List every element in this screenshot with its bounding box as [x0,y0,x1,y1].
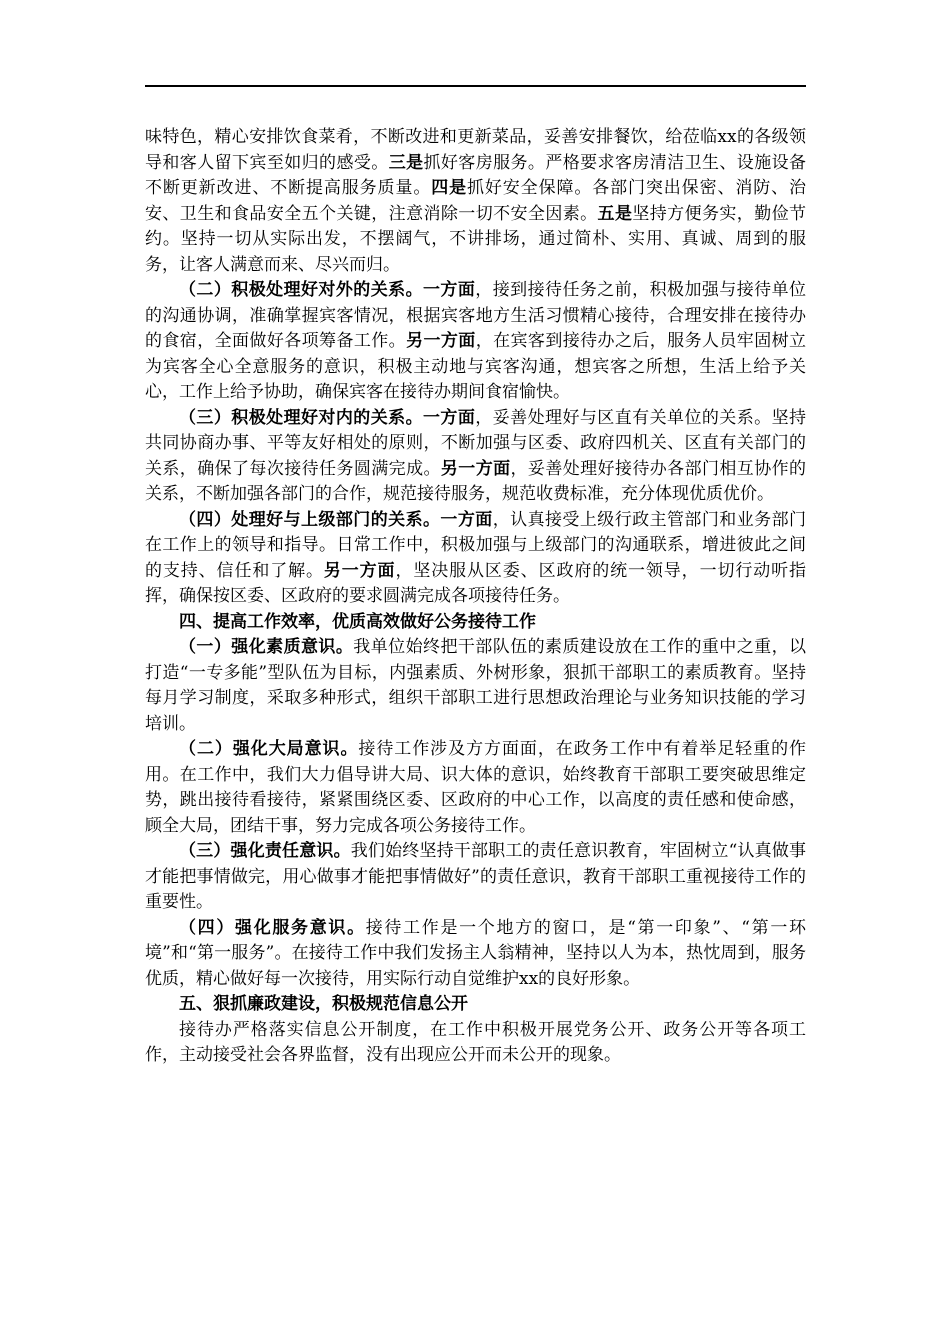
bold-text-run: （三）强化责任意识。 [179,841,351,861]
paragraph [145,125,806,278]
paragraph [145,916,806,993]
text-run: 我们始终坚持干部职工的责任意识教育，牢固树立“认真做事才能把事情做完，用心做事才能把事情做好”的责任意识，教育干部职工重视接待工作的重要性。 [145,841,806,912]
text-run: 接待工作涉及方方面面，在政务工作中有着举足轻重的作用。在工作中，我们大力倡导讲大局、识大体的意识，始终教育干部职工要突破思维定势，跳出接待看接待，紧紧围绕区委、区政府的中心工作，以高度的责任感和使命感，顾全大局，团结干事，努力完成各项公务接待工作。 [145,739,807,836]
text-run: ，坚决服从区委、区政府的统一领导，一切行动听指挥，确保按区委、区政府的要求圆满完成各项接待任务。 [145,560,807,606]
paragraph [145,635,806,737]
bold-text-run: 五是 [597,203,633,224]
bold-text-run: 另一方面 [440,458,511,479]
text-run: 抓好客房服务。严格要求客房清洁卫生、设施设备不断更新改进、不断提高服务质量。 [145,152,807,198]
section-heading [145,992,806,1018]
bold-text-run: 四是 [431,178,468,198]
section-heading [145,610,806,636]
text-run: 接待工作是一个地方的窗口，是“第一印象”、“第一环境”和“第一服务”。在接待工作中我们发扬主人翁精神，坚持以人为本，热忱周到，服务优质，精心做好每一次接待，用实际行动自觉维护xx的良好形象。 [145,917,807,989]
bold-text-run: （二）积极处理好对外的关系。一方面 [179,280,476,300]
text-run: ，在宾客到接待办之后，服务人员牢固树立为宾客全心全意服务的意识，积极主动地与宾客沟通，想宾客之所想，生活上给予关心，工作上给予协助，确保宾客在接待办期间食宿愉快。 [145,331,807,402]
paragraph [145,278,806,406]
bold-text-run: （四）处理好与上级部门的关系。一方面 [179,509,493,530]
text-run: ，接到接待任务之前，积极加强与接待单位的沟通协调，准确掌握宾客情况，根据宾客地方生活习惯精心接待，合理安排在接待办的食宿，全面做好各项筹备工作。 [145,280,807,351]
bold-text-run: 三是 [388,152,424,173]
bold-text-run: 另一方面 [323,560,396,581]
text-run: 接待办严格落实信息公开制度，在工作中积极开展党务公开、政务公开等各项工作，主动接受社会各界监督，没有出现应公开而未公开的现象。 [145,1019,806,1065]
bold-text-run: 四、提高工作效率，优质高效做好公务接待工作 [179,611,536,632]
bold-text-run: （二）强化大局意识。 [179,739,359,759]
text-run: ，妥善处理好与区直有关单位的关系。坚持共同协商办事、平等友好相处的原则，不断加强与区委、政府四机关、区直有关部门的关系，确保了每次接待任务圆满完成。 [145,407,807,479]
text-run: ，认真接受上级行政主管部门和业务部门在工作上的领导和指导。日常工作中，积极加强与上级部门的沟通联系，增进彼此之间的支持、信任和了解。 [145,509,807,581]
text-run: 坚持方便务实，勤俭节约。坚持一切从实际出发，不摆阔气，不讲排场，通过简朴、实用、真诚、周到的服务，让客人满意而来、尽兴而归。 [145,203,807,275]
bold-text-run: 五、狠抓廉政建设，积极规范信息公开 [179,994,468,1014]
paragraph [145,406,806,508]
bold-text-run: 另一方面 [406,331,476,351]
bold-text-run: （三）积极处理好对内的关系。一方面 [179,407,476,428]
text-run: ，妥善处理好接待办各部门相互协作的关系，不断加强各部门的合作，规范接待服务，规范收费标准，充分体现优质优价。 [145,458,807,504]
text-run: 味特色，精心安排饮食菜肴，不断改进和更新菜品，妥善安排餐饮，给莅临xx的各级领导和客人留下宾至如归的感受。 [145,127,806,173]
bold-text-run: （四）强化服务意识。 [179,917,366,938]
bold-text-run: （一）强化素质意识。 [179,637,354,657]
header-rule [145,85,806,87]
document-body [145,125,806,1069]
text-run: 抓好安全保障。各部门突出保密、消防、治安、卫生和食品安全五个关键，注意消除一切不安全因素。 [145,178,807,224]
paragraph [145,1018,806,1069]
paragraph [145,737,806,839]
text-run: 我单位始终把干部队伍的素质建设放在工作的重中之重，以打造“一专多能”型队伍为目标，内强素质、外树形象，狠抓干部职工的素质教育。坚持每月学习制度，采取多种形式，组织干部职工进行思想政治理论与业务知识技能的学习培训。 [145,637,807,734]
paragraph [145,839,806,916]
paragraph [145,508,806,610]
